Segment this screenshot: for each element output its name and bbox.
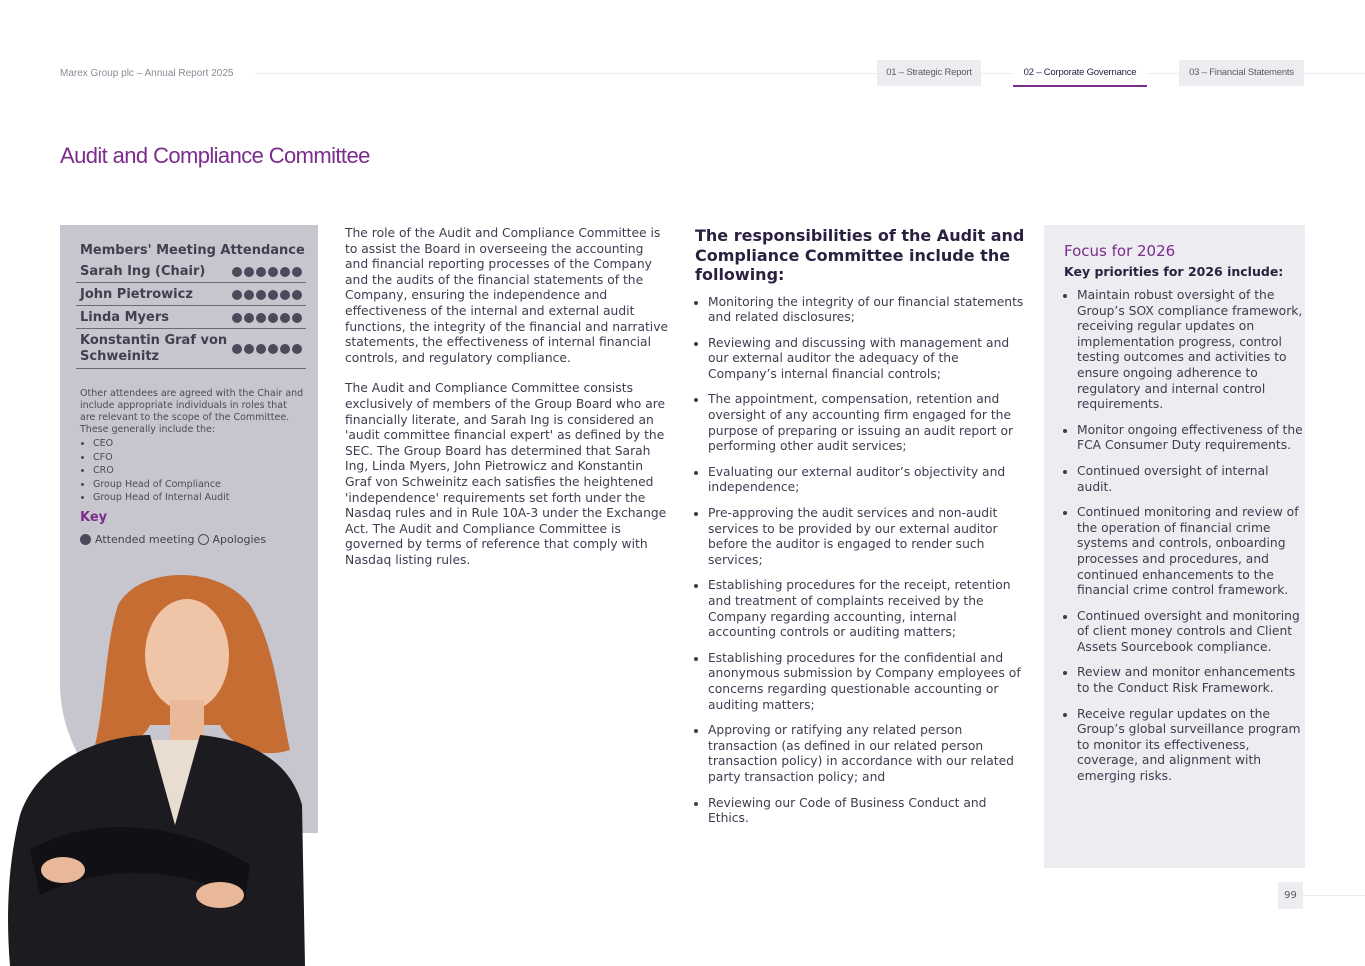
attended-dot bbox=[256, 290, 266, 300]
attended-dot bbox=[244, 267, 254, 277]
chair-portrait-image bbox=[0, 565, 330, 966]
key-apologies-label: Apologies bbox=[212, 533, 267, 546]
apologies-ring-icon bbox=[198, 534, 209, 545]
list-item: • Establishing procedures for the confidential and anonymous submission by Company employees of concerns regarding questionable accounting or auditing matters; bbox=[708, 651, 1025, 713]
attended-dot bbox=[256, 313, 266, 323]
attended-dot bbox=[244, 344, 254, 354]
attended-dot bbox=[232, 290, 242, 300]
key-attended-label: Attended meeting bbox=[95, 533, 195, 546]
responsibilities-section bbox=[695, 226, 1025, 837]
page-title: Audit and Compliance Committee bbox=[60, 143, 370, 168]
intro-paragraph-2: The Audit and Compliance Committee consists exclusively of members of the Group Board who are financially literate, and Sarah Ing is considered an 'audit committee financial expert' as defined by the SEC. The Group Board has determined that Sarah Ing, Linda Myers, John Pietrowicz and Konstantin Graf von Schweinitz each satisfies the heightened 'independence' requirements set forth under the Nasdaq rules and in Rule 10A-3 under the Exchange Act. The Audit and Compliance Committee is governed by terms of reference that comply with Nasdaq listing rules. bbox=[345, 381, 667, 567]
focus-subtitle: Key priorities for 2026 include: bbox=[1064, 264, 1284, 279]
list-item: • Review and monitor enhancements to the Conduct Risk Framework. bbox=[1077, 665, 1305, 696]
member-name: Konstantin Graf von Schweinitz bbox=[80, 333, 228, 364]
list-item: • Reviewing and discussing with management and our external auditor the adequacy of the Company’s internal financial controls; bbox=[708, 336, 1025, 383]
member-name: Linda Myers bbox=[80, 310, 169, 325]
responsibilities-heading: The responsibilities of the Audit and Compliance Committee include the following: bbox=[695, 226, 1025, 284]
key-title: Key bbox=[80, 510, 108, 525]
attended-dot bbox=[232, 313, 242, 323]
list-item: • The appointment, compensation, retention and oversight of any accounting firm engaged for the purpose of preparing or issuing an audit report or performing other audit services; bbox=[708, 392, 1025, 454]
attended-dot bbox=[244, 290, 254, 300]
intro-text bbox=[345, 226, 670, 583]
intro-paragraph-1: The role of the Audit and Compliance Committee is to assist the Board in overseeing the accounting and financial reporting processes of the Company and the audits of the financial statements of the Company, ensuring the independence and effectiveness of the internal and external audit functions, the integrity of the financial and narrative statements, the effectiveness of internal financial controls, and regulatory compliance. bbox=[345, 226, 669, 365]
attended-dot bbox=[256, 267, 266, 277]
attendance-dots bbox=[232, 267, 302, 277]
list-item: • Approving or ratifying any related person transaction (as defined in our related person transaction policy) in accordance with our related party transaction policy; and bbox=[708, 723, 1025, 785]
attendance-row bbox=[76, 305, 306, 329]
list-item: • Maintain robust oversight of the Group’s SOX compliance framework, receiving regular updates on implementation progress, control testing outcomes and activities to ensure ongoing adherence to regulatory and internal control requirements. bbox=[1077, 288, 1305, 413]
tab-corporate-governance[interactable]: 02 – Corporate Governance bbox=[1013, 60, 1147, 87]
list-item: • Group Head of Internal Audit bbox=[93, 491, 305, 505]
attended-dot bbox=[232, 344, 242, 354]
tab-financial-statements[interactable]: 03 – Financial Statements bbox=[1179, 60, 1304, 86]
attended-dot bbox=[292, 344, 302, 354]
list-item: • Continued oversight of internal audit. bbox=[1077, 464, 1305, 495]
attended-dot bbox=[268, 267, 278, 277]
report-title: Marex Group plc – Annual Report 2025 bbox=[60, 68, 241, 79]
attended-dot bbox=[268, 313, 278, 323]
attendance-row bbox=[76, 328, 306, 369]
list-item: • CRO bbox=[93, 464, 305, 478]
attendance-title: Members' Meeting Attendance bbox=[80, 243, 305, 258]
attended-dot bbox=[232, 267, 242, 277]
attendance-dots bbox=[232, 290, 302, 300]
note-text: Other attendees are agreed with the Chair and include appropriate individuals in roles that are relevant to the scope of the Committee. bbox=[80, 388, 304, 423]
list-item: • Pre-approving the audit services and non-audit services to be provided by our external auditor before the auditor is engaged to render such services; bbox=[708, 506, 1025, 568]
list-item: • Evaluating our external auditor’s objectivity and independence; bbox=[708, 465, 1025, 496]
key-legend bbox=[80, 533, 266, 546]
list-item: • CEO bbox=[93, 437, 305, 451]
member-name: John Pietrowicz bbox=[80, 287, 193, 302]
attended-dot bbox=[268, 344, 278, 354]
attended-dot bbox=[292, 313, 302, 323]
attended-dot-icon bbox=[80, 534, 91, 545]
focus-list bbox=[1064, 288, 1305, 795]
page-number: 99 bbox=[1278, 882, 1303, 909]
list-item: • Establishing procedures for the receipt, retention and treatment of complaints received by the Company regarding accounting, internal accounting controls or auditing matters; bbox=[708, 578, 1025, 640]
focus-title: Focus for 2026 bbox=[1064, 242, 1176, 260]
list-item: • Group Head of Compliance bbox=[93, 478, 305, 492]
attended-dot bbox=[268, 290, 278, 300]
attended-dot bbox=[280, 267, 290, 277]
member-name: Sarah Ing (Chair) bbox=[80, 264, 206, 279]
attendee-list bbox=[80, 437, 305, 505]
list-item: • Monitoring the integrity of our financial statements and related disclosures; bbox=[708, 295, 1025, 326]
footer-rule bbox=[1303, 895, 1365, 896]
list-item: • Monitor ongoing effectiveness of the FCA Consumer Duty requirements. bbox=[1077, 423, 1305, 454]
attended-dot bbox=[280, 313, 290, 323]
list-item: • CFO bbox=[93, 451, 305, 465]
list-item: • Reviewing our Code of Business Conduct and Ethics. bbox=[708, 796, 1025, 827]
tab-strategic-report[interactable]: 01 – Strategic Report bbox=[877, 60, 981, 86]
other-attendees-note bbox=[80, 388, 305, 505]
attendance-dots bbox=[232, 313, 302, 323]
attendance-row bbox=[76, 262, 306, 283]
attendance-dots bbox=[232, 344, 302, 354]
attendance-row bbox=[76, 282, 306, 306]
list-item: • Continued oversight and monitoring of client money controls and Client Assets Sourcebook compliance. bbox=[1077, 609, 1305, 656]
attended-dot bbox=[280, 290, 290, 300]
attended-dot bbox=[256, 344, 266, 354]
attended-dot bbox=[292, 290, 302, 300]
list-item: • Continued monitoring and review of the operation of financial crime systems and controls, onboarding processes and procedures, and continued enhancements to the financial crime control framework. bbox=[1077, 505, 1305, 599]
responsibilities-list bbox=[695, 295, 1025, 827]
list-item: • Receive regular updates on the Group’s global surveillance program to monitor its effectiveness, coverage, and alignment with emerging risks. bbox=[1077, 707, 1305, 785]
attended-dot bbox=[292, 267, 302, 277]
note-text-2: These generally include the: bbox=[80, 424, 216, 435]
attended-dot bbox=[244, 313, 254, 323]
attended-dot bbox=[280, 344, 290, 354]
